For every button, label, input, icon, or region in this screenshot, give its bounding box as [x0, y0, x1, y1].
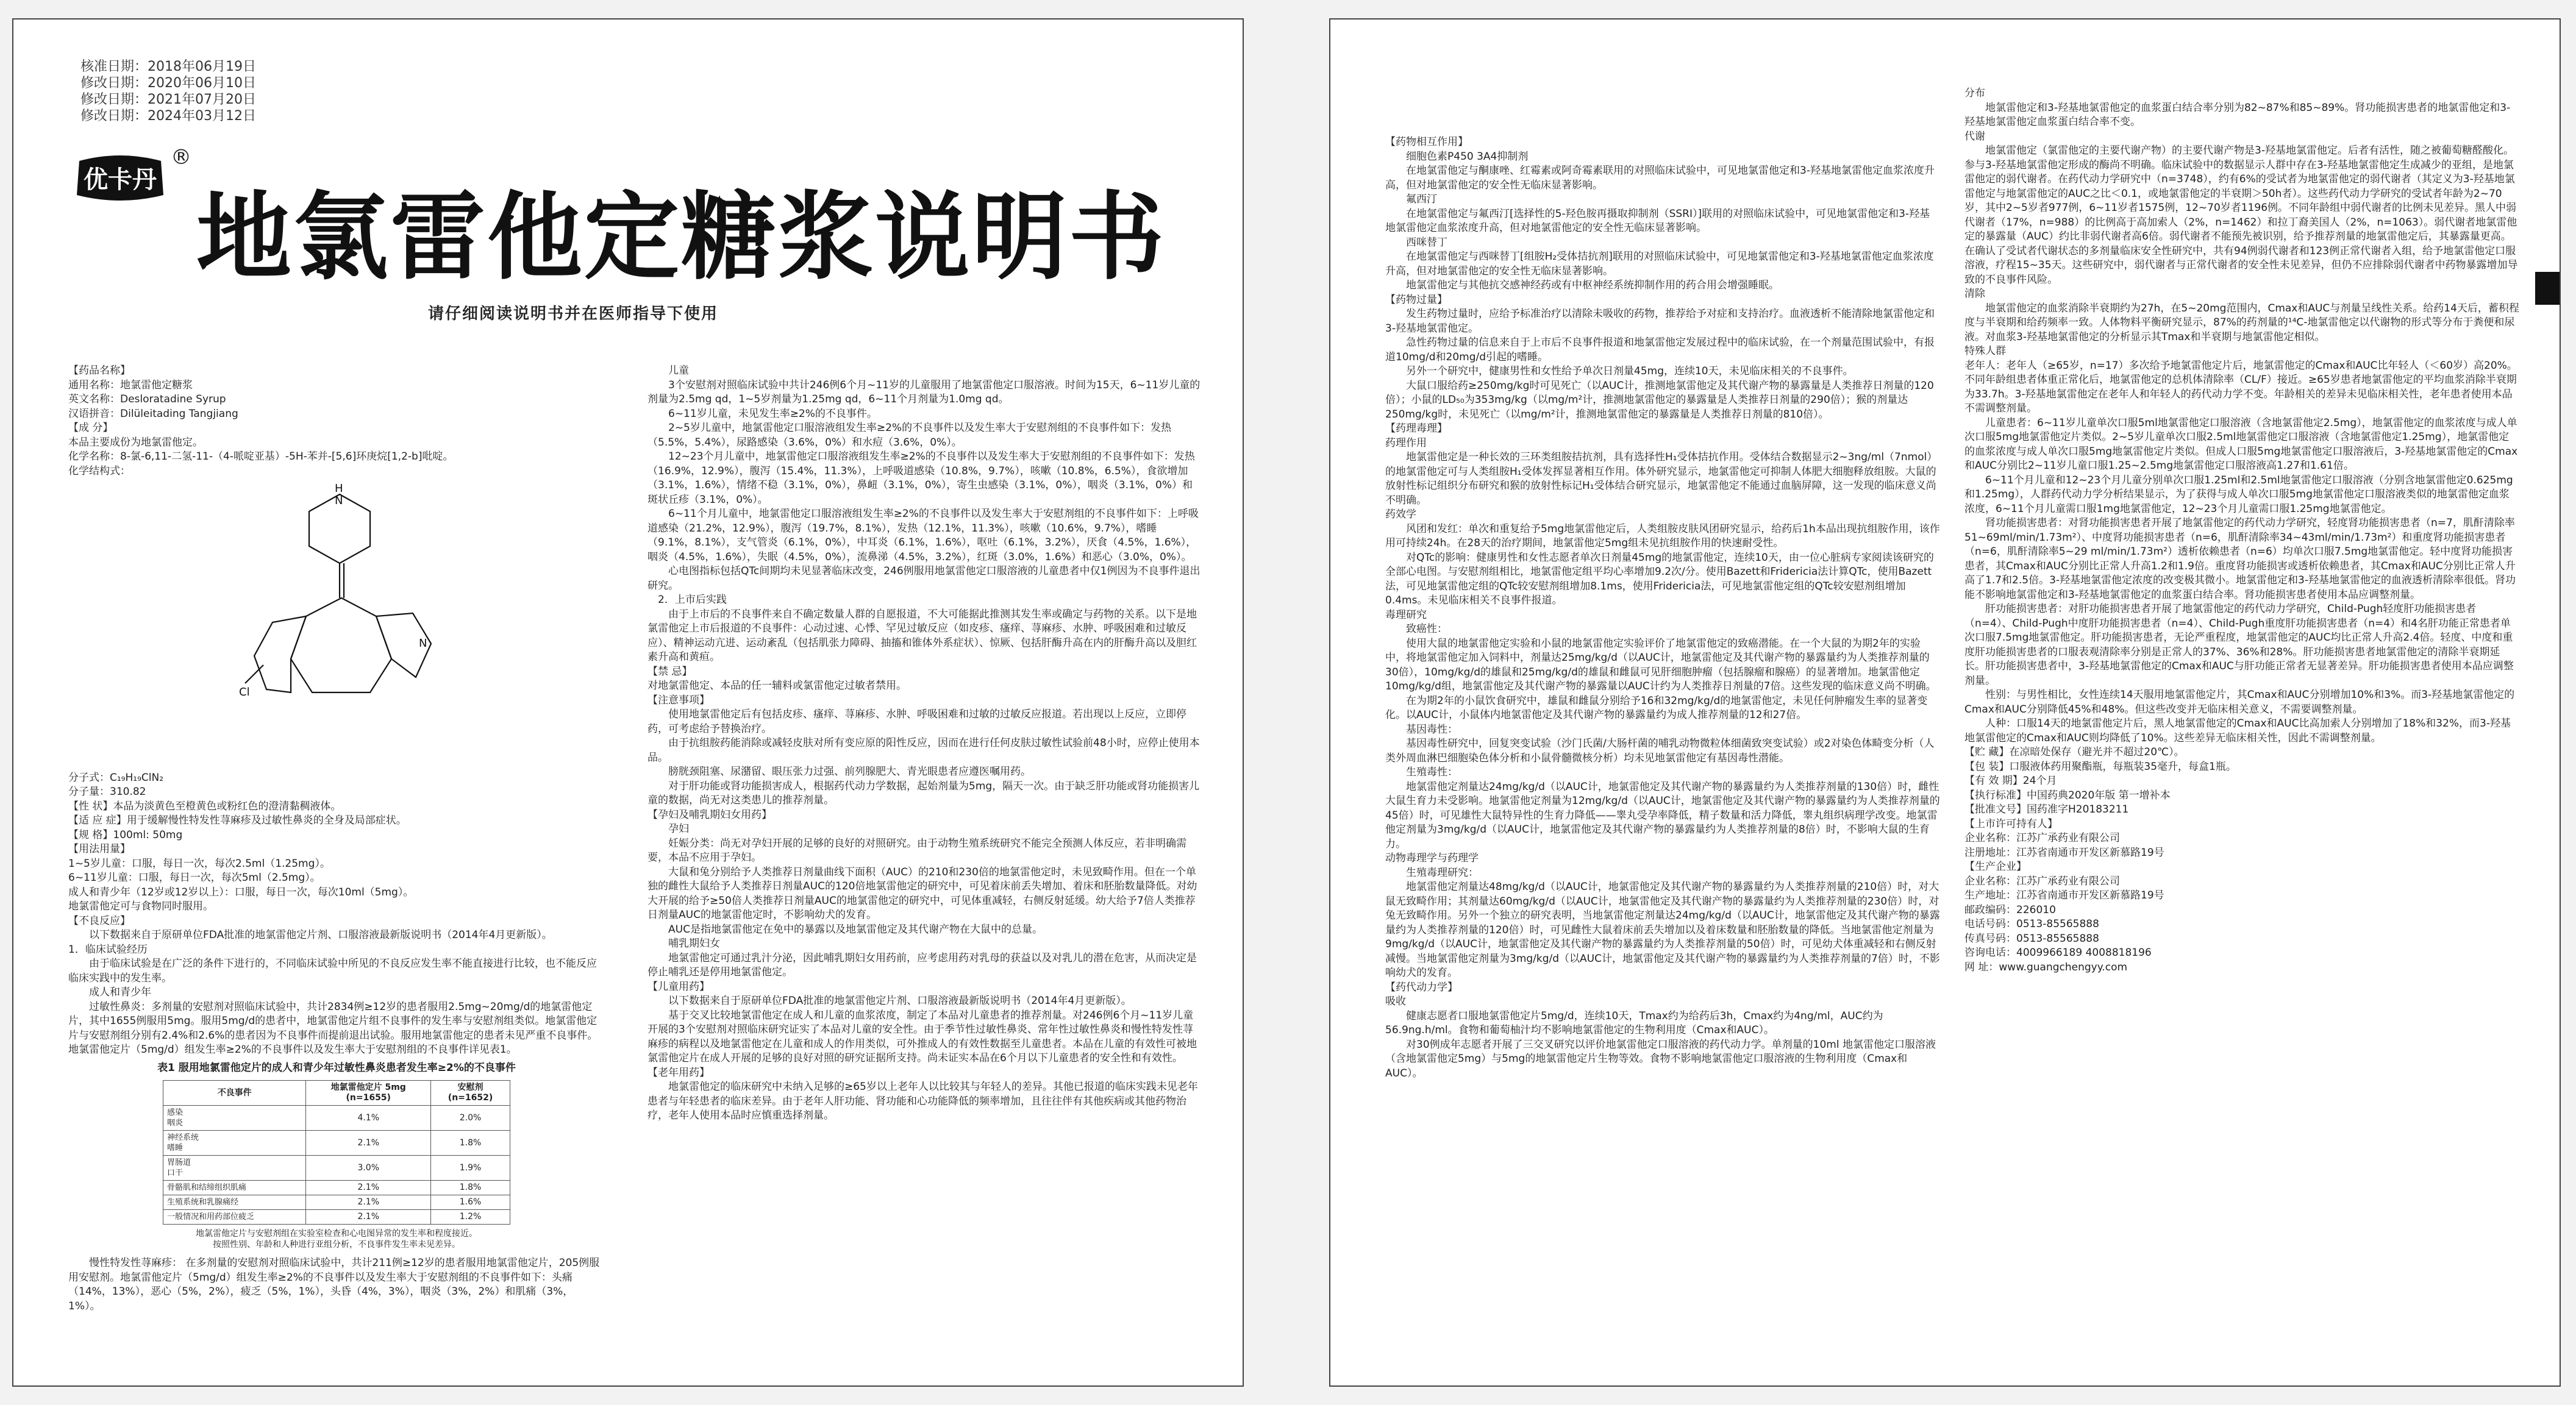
paragraph: 由于抗组胺药能消除或减轻皮肤对所有变应原的阳性反应，因而在进行任何皮肤过敏性试验前48小时，应停止使用本品。: [648, 737, 1200, 764]
table-row: [163, 1156, 510, 1181]
svg-text:N: N: [335, 494, 343, 507]
table-cell: 2.1%: [306, 1210, 431, 1225]
subsection-heading: 清除: [1964, 288, 1985, 300]
paragraph: 风团和发红：单次和重复给予5mg地氯雷他定后，人类组胺皮肤风团研究显示，给药后1h本品出现抗组胺作用，该作用可持续24h。在28天的治疗期间，地氯雷他定5mg组未见抗组胺作用的快速耐受性。: [1385, 522, 1940, 549]
revision-dates: 核准日期：2018年06月19日 修改日期：2020年06月10日 修改日期：2021年07月20日 修改日期：2024年03月12日: [80, 59, 256, 124]
text-line: 本品主要成份为地氯雷他定。: [68, 436, 203, 449]
table-cell: 1.2%: [431, 1210, 510, 1225]
table-cell: 感染 咽炎: [163, 1106, 306, 1131]
paragraph: 在地氯雷他定与氟西汀[选择性的5-羟色胺再摄取抑制剂（SSRI）]联用的对照临床试验中，可见地氯雷他定和3-羟基地氯雷他定血浆浓度升高，但对地氯雷他定的安全性无临床显著影响。: [1385, 207, 1930, 234]
table-cell: 生殖系统和乳腺痛经: [163, 1195, 306, 1210]
paragraph: 对QTc的影响：健康男性和女性志愿者单次日剂量45mg的地氯雷他定，连续10天，由一位心脏病专家阅读该研究的全部心电图。与安慰剂组相比，地氯雷他定组平均心率增加9.2次/分。使用Bazett和Fridericia法计算QTc，使用Bazett法，可见地氯雷他定组的QTc较安慰剂组增加8.1ms，使用Fridericia法，可见地氯雷他定组的QTc较安慰剂组增加0.4ms。未见临床相关不良事件报道。: [1385, 551, 1934, 606]
company-name: 企业名称：江苏广承药业有限公司: [1964, 832, 2120, 844]
section-heading: 【药物相互作用】: [1385, 136, 1468, 148]
section-heading: 【不良反应】: [68, 914, 130, 927]
section-heading: 【成 分】: [68, 422, 113, 434]
table-header-cell: 地氯雷他定片 5mg (n=1655): [306, 1081, 431, 1106]
paragraph: 地氯雷他定剂量达48mg/kg/d（以AUC计，地氯雷他定及其代谢产物的暴露量约为人类推荐剂量的210倍）时，对大鼠无致畸作用；其剂量达60mg/kg/d（以AUC计，地氯雷他定及其代谢产物的暴露量约为人类推荐剂量的230倍）时，对兔无致畸作用。另外一个独立的研究表明，当地氯雷他定剂量达24mg/kg/d（以AUC计，地氯雷他定及其代谢产物的暴露量约为人类推荐剂量的120倍）时，可见雌性大鼠着床前丢失增加以及着床数量和胚胎数量的降低。当地氯雷他定剂量为9mg/kg/d（以AUC计，地氯雷他定及其代谢产物的暴露量约为人类推荐剂量的50倍）时，可见幼犬体重减轻和右侧反射减慢。当地氯雷他定剂量为3mg/kg/d（以AUC计，地氯雷他定及其代谢产物的暴露量约为人类推荐剂量的7倍）时，不影响幼犬的发育。: [1385, 881, 1940, 979]
text-line: 1~5岁儿童：口服，每日一次，每次2.5ml（1.25mg）。: [68, 857, 330, 870]
paragraph: 2~5岁儿童中，地氯雷他定口服溶液组发生率≥2%的不良事件以及发生率大于安慰剂组的不良事件如下：发热（5.5%，5.4%），尿路感染（3.6%，0%）和水痘（3.6%，0%）。: [648, 422, 1172, 449]
adverse-events-table: [163, 1080, 510, 1225]
table-cell: 胃肠道 口干: [163, 1156, 306, 1181]
text-line: 英文名称：Desloratadine Syrup: [68, 393, 226, 405]
subsection-heading: 氟西汀: [1406, 193, 1437, 205]
table-cell: 一般情况和用药部位疲乏: [163, 1210, 306, 1225]
leaflet-page-right: [1329, 18, 2561, 1387]
table-row: [163, 1195, 510, 1210]
section-heading: 【药理毒理】: [1385, 422, 1447, 435]
document-subtitle: 请仔细阅读说明书并在医师指导下使用: [428, 305, 719, 323]
paragraph: 使用大鼠的地氯雷他定实验和小鼠的地氯雷他定实验评价了地氯雷他定的致癌潜能。在一个大鼠的为期2年的实验中，将地氯雷他定加入饲料中，剂量达25mg/kg/d（以AUC计，地氯雷他定及其代谢产物的暴露量约为人类推荐剂量的30倍），10mg/kg/d的雄鼠和25mg/kg/d的雄鼠和雌鼠可见肝细胞肿瘤（包括腺瘤和腺癌）的显著增加。地氯雷他定10mg/kg/d组，地氯雷他定及其代谢产物的暴露量以AUC计约为人类推荐日剂量的7倍。这些发现的临床意义尚不明确。: [1385, 637, 1936, 692]
table-cell: 1.6%: [431, 1195, 510, 1210]
table-cell: 2.0%: [431, 1106, 510, 1131]
leaflet-page-left: [12, 18, 1244, 1387]
table-cell: 4.1%: [306, 1106, 431, 1131]
table-row: [163, 1106, 510, 1131]
paragraph: 人种：口服14天的地氯雷他定片后，黑人地氯雷他定的Cmax和AUC比高加索人分别增加了18%和32%，而3-羟基地氯雷他定的Cmax和AUC则均降低了10%。这些差异无临床相关性，因此不需调整剂量。: [1964, 717, 2511, 744]
section-heading: 【老年用药】: [648, 1066, 710, 1079]
paragraph: 大鼠和兔分别给予人类推荐日剂量曲线下面积（AUC）的210和230倍的地氯雷他定时，未见致畸作用。但在一个单独的雌性大鼠给予人类推荐日剂量AUC的120倍地氯雷他定的研究中，可见着床前丢失增加、着床和胚胎数量降低。对幼大开展的给予≥50倍人类推荐日剂量AUC的地氯雷他定的研究中，可见体重减轻，右侧反射延缓。幼大给予7倍人类推荐日剂量AUC的地氯雷他定时，不影响幼犬的发育。: [648, 866, 1197, 921]
paragraph: 在地氯雷他定与西咪替丁[组胺H₂受体拮抗剂]联用的对照临床试验中，可见地氯雷他定和3-羟基地氯雷他定血浆浓度升高，但对地氯雷他定的安全性无临床显著影响。: [1385, 251, 1934, 277]
paragraph: 对30例成年志愿者开展了三交叉研究以评价地氯雷他定口服溶液的药代动力学。单剂量的10ml 地氯雷他定口服溶液（含地氯雷他定5mg）与5mg的地氯雷他定片生物等效。食物不影响地氯雷他定口服溶液的生物利用度（Cmax和AUC）。: [1385, 1038, 1936, 1080]
page1-left-column: [68, 364, 605, 1379]
paragraph: 12~23个月儿童中，地氯雷他定口服溶液组发生率≥2%的不良事件以及发生率大于安慰剂组的不良事件如下：发热（16.9%，12.9%），腹泻（15.4%，11.3%），上呼吸道感染（10.8%，9.7%），咳嗽（10.8%，6.5%），食欲增加（3.1%，1.6%），情绪不稳（3.1%，0%），鼻衄（3.1%，0%），寄生虫感染（3.1%，0%），咽炎（3.1%，0%）和斑状丘疹（3.1%，0%）。: [648, 450, 1195, 506]
section-heading: 【注意事项】: [648, 694, 710, 706]
text-line: 地氯雷他定可与食物同时服用。: [68, 900, 213, 912]
paragraph: 6~11岁儿童，未见发生率≥2%的不良事件。: [668, 407, 877, 420]
subsection-heading: 特殊人群: [1964, 345, 2006, 357]
table-cell: 2.1%: [306, 1195, 431, 1210]
paragraph: 在为期2年的小鼠饮食研究中，雄鼠和雌鼠分别给予16和32mg/kg/d的地氯雷他定，未见任何肿瘤发生率的显著变化。以AUC计，小鼠体内地氯雷他定及其代谢产物的暴露量约为成人推荐剂量的12和27倍。: [1385, 694, 1928, 721]
brand-logo: [74, 152, 166, 204]
page2-right-column: [1964, 87, 2519, 1379]
table-title: 表1 服用地氯雷他定片的成人和青少年过敏性鼻炎患者发生率≥2%的不良事件: [157, 1061, 516, 1074]
subsection-heading: 细胞色素P450 3A4抑制剂: [1406, 150, 1529, 163]
paragraph: 儿童患者：6~11岁儿童单次口服5ml地氯雷他定口服溶液（含地氯雷他定2.5mg），地氯雷他定的血浆浓度与成人单次口服5mg地氯雷他定片类似。2~5岁儿童单次口服2.5ml地氯雷他定口服溶液（含地氯雷他定1.25mg），地氯雷他定的血浆浓度与成人单次口服5mg地氯雷他定片类似。但成人口服5mg地氯雷他定口服溶液后，3-羟基地氯雷他定的Cmax和AUC分别比2~11岁儿童口服1.25~2.5mg地氯雷他定口服溶液高1.27和1.61倍。: [1964, 416, 2518, 472]
text-line: 成人和青少年: [89, 986, 151, 998]
fax-number: 传真号码：0513-85565888: [1964, 932, 2099, 945]
text-line: 分子量：310.82: [68, 786, 146, 798]
paragraph: 大鼠口服给药≥250mg/kg时可见死亡（以AUC计，推测地氯雷他定及其代谢产物的暴露量是人类推荐日剂量的120倍）；小鼠的LD₅₀为353mg/kg（以mg/m²计，推测地氯雷他定的暴露量是人类推荐日剂量的290倍）；猴的剂量达250mg/kg时，未见死亡（以mg/m²计，推测地氯雷他定的暴露量是人类推荐日剂量的810倍）。: [1385, 379, 1934, 421]
paragraph: 膀胱颈阻塞、尿潴留、眼压张力过强、前列腺肥大、青光眼患者应遵医嘱用药。: [668, 766, 1031, 778]
subsection-heading: 儿童: [668, 365, 689, 377]
subsection-heading: 药理作用: [1385, 436, 1427, 449]
subsection-heading: 哺乳期妇女: [668, 937, 720, 950]
table-cell: 1.9%: [431, 1156, 510, 1181]
chemical-structure-diagram: [239, 482, 440, 763]
text-line: 化学名称：8-氯-6,11-二氢-11-（4-哌啶亚基）-5H-苯并-[5,6]环庚烷[1,2-b]吡啶。: [68, 450, 454, 463]
postal-code: 邮政编码：226010: [1964, 903, 2056, 916]
paragraph: 由于上市后的不良事件来自不确定数量人群的自愿报道，不大可能据此推测其发生率或确定与药物的关系。以下是地氯雷他定上市后报道的不良事件：心动过速、心悸、罕见过敏反应（如皮疹、瘙痒、荨麻疹、水肿、呼吸困难和过敏反应）、精神运动亢进、运动紊乱（包括肌张力障碍、抽搐和锥体外系症状）、惊厥、包括肝酶升高在内的肝酶升高以及胆红素升高和黄疸。: [648, 608, 1197, 663]
table-cell: 1.8%: [431, 1131, 510, 1156]
paragraph: 对于肝功能或肾功能损害成人，根据药代动力学数据，起始剂量为5mg，隔天一次。由于缺乏肝功能或肾功能损害儿童的数据，尚无对这类患儿的推荐剂量。: [648, 780, 1200, 806]
paragraph: 3个安慰剂对照临床试验中共计246例6个月~11岁的儿童服用了地氯雷他定口服溶液。时间为15天，6~11岁儿童的剂量为2.5mg qd，1~5岁剂量为1.25mg qd，6~11个月剂量为1.0mg qd。: [648, 379, 1201, 405]
text-line: 【适 应 症】用于缓解慢性特发性荨麻疹及过敏性鼻炎的全身及局部症状。: [68, 814, 407, 827]
table-header-cell: 安慰剂 (n=1652): [431, 1081, 510, 1106]
table-cell: 骨骼肌和结缔组织肌痛: [163, 1181, 306, 1195]
paragraph: 以下数据来自于原研单位FDA批准的地氯雷他定片剂、口服溶液最新版说明书（2014年4月更新版）。: [668, 995, 1132, 1007]
text-line: 成人和青少年（12岁或12岁以上）：口服，每日一次，每次10ml（5mg）。: [68, 886, 414, 898]
paragraph: 地氯雷他定（氯雷他定的主要代谢产物）的主要代谢产物是3-羟基地氯雷他定。后者有活性，随之被葡萄糖醛酸化。参与3-羟基地氯雷他定形成的酶尚不明确。临床试验中的数据显示人群中存在3-羟基地氯雷他定生成减少的亚组，是地氯雷他定的弱代谢者。在药代动力学研究中（n=3748），约有6%的受试者为地氯雷他定的弱代谢者（其定义为3-羟基地氯雷他定与地氯雷他定的AUC之比＜0.1，或地氯雷他定的半衰期＞50h者）。这些药代动力学研究的受试者年龄为2~70岁，其中2~5岁者977例，6~11岁者1575例，12~70岁者1196例。不同年龄组中弱代谢者的比例未见差异。黑人中弱代谢者（17%，n=988）的比例高于高加索人（2%，n=1462）和拉丁裔美国人（2%，n=1063）。弱代谢者地氯雷他定的暴露量（AUC）约比非弱代谢者高6倍。弱代谢者不能预先被识别，给予推荐剂量的地氯雷他定后，其暴露量更高。在确认了受试者代谢状态的多剂量临床安全性研究中，共有94例弱代谢者和123例正常代谢者入组，给予地氯雷他定口服溶液，疗程15~35天。这些研究中，弱代谢者与正常代谢者的安全性未见差异，但仍不应排除弱代谢者中药物暴露增加导致的不良事件风险。: [1964, 144, 2518, 286]
table-footnote: 地氯雷他定片与安慰剂组在实验室检查和心电图异常的发生率和程度接近。 按照性别、年龄和人种进行亚组分析，不良事件发生率未见差异。: [196, 1229, 477, 1250]
text-line: 汉语拼音：Dilüleitading Tangjiang: [68, 407, 238, 420]
paragraph: 心电图指标包括QTc间期均未见显著临床改变，246例服用地氯雷他定口服溶液的儿童患者中仅1例因为不良事件退出研究。: [648, 565, 1201, 592]
page1-right-column: [648, 364, 1202, 1379]
paragraph: 老年人：老年人（≥65岁，n=17）多次给予地氯雷他定片后，地氯雷他定的Cmax和AUC比年轻人（＜60岁）高20%。不同年龄组患者体重正常化后，地氯雷他定的总机体清除率（CL/F）接近。≥65岁患者地氯雷他定的平均血浆消除半衰期为33.7h。3-羟基地氯雷他定在老年人和年轻人的药代动力学不变。年龄相关的差异未见临床相关性，老年患者使用本品不需调整剂量。: [1964, 359, 2517, 414]
table-header-row: [163, 1081, 510, 1106]
paragraph: 地氯雷他定是一种长效的三环类组胺拮抗剂，具有选择性H₁受体拮抗作用。受体结合数据显示2~3ng/ml（7nmol）的地氯雷他定可与人类组胺H₁受体发挥显著相互作用。体外研究显示，地氯雷他定可抑制人体肥大细胞释放组胺。大鼠的放射性标记组织分布研究和猴的放射性标记H₁受体结合研究显示，地氯雷他定不能通过血脑屏障，这一发现的临床意义尚不明确。: [1385, 451, 1938, 507]
subsection-heading: 致癌性：: [1406, 623, 1447, 635]
section-heading: 【药品名称】: [68, 365, 130, 377]
paragraph: 肝功能损害患者：对肝功能损害患者开展了地氯雷他定的药代动力学研究，Child-Pugh轻度肝功能损害患者（n=4）、Child-Pugh中度肝功能损害患者（n=4）、Child-Pugh重度肝功能损害患者（n=4）和4名肝功能正常患者单次口服7.5mg地氯雷他定。肝功能损害患者，无论严重程度，地氯雷他定的AUC均比正常人升高2.4倍。轻度、中度和重度肝功能损害患者的口服表观清除率分别是正常人的37%、36%和28%。肝功能损害患者地氯雷他定的清除半衰期延长。肝功能损害患者中，3-羟基地氯雷他定的Cmax和AUC与肝功能正常者无显著差异。肝功能损害患者使用本品应调整剂量。: [1964, 603, 2514, 687]
brand-name: 优卡丹: [84, 166, 157, 194]
table-cell: 2.1%: [306, 1131, 431, 1156]
paragraph: 急性药物过量的信息来自于上市后不良事件报道和地氯雷他定发展过程中的临床试验，在一个剂量范围试验中，有报道10mg/d和20mg/d引起的嗜睡。: [1385, 336, 1935, 363]
text-line: 分子式：C₁₉H₁₉ClN₂: [68, 771, 164, 784]
storage-line: 【贮 藏】在凉暗处保存（避光并不超过20℃）。: [1964, 746, 2185, 758]
section-heading: 【药代动力学】: [1385, 981, 1458, 994]
table-cell: 1.8%: [431, 1181, 510, 1195]
paragraph: 地氯雷他定的临床研究中未纳入足够的≥65岁以上老年人以比较其与年轻人的差异。其他已报道的临床实践未见老年患者与年轻患者的临床差异。由于老年人肝功能、肾功能和心功能降低的频率增加，且往往伴有其他疾病或其他药物治疗，老年人使用本品时应慎重选择剂量。: [648, 1081, 1198, 1122]
subsection-heading: 分布: [1964, 87, 1985, 99]
paragraph: 地氯雷他定可通过乳汁分泌，因此哺乳期妇女用药前，应考虑用药对乳母的获益以及对乳儿的潜在危害，从而决定是停止哺乳还是停用地氯雷他定。: [648, 951, 1197, 978]
shelf-life-line: 【有 效 期】24个月: [1964, 775, 2057, 787]
website: 网 址：www.guangchengyy.com: [1964, 961, 2128, 973]
svg-text:Cl: Cl: [239, 686, 250, 699]
paragraph: 6~11个月儿童和12~23个月儿童分别单次口服1.25ml和2.5ml地氯雷他定口服溶液（分别含地氯雷他定0.625mg和1.25mg），人群药代动力学分析结果显示，为了获得与成人单次口服5mg地氯雷他定口服溶液类似的地氯雷他定血浆浓度，6~11个月儿童需口服1mg地氯雷他定，12~23个月儿童需口服1.25mg地氯雷他定。: [1964, 474, 2513, 515]
table-cell: 3.0%: [306, 1156, 431, 1181]
registered-mark: ®: [171, 145, 191, 169]
subsection-heading: 生殖毒理研究：: [1406, 866, 1479, 879]
phone-number: 电话号码：0513-85565888: [1964, 918, 2099, 930]
approval-number-line: 【批准文号】国药准字H20183211: [1964, 803, 2129, 816]
section-heading: 【用法用量】: [68, 843, 130, 855]
subsection-heading: 动物毒理学与药理学: [1385, 852, 1479, 864]
paragraph: 由于临床试验是在广泛的条件下进行的，不同临床试验中所见的不良反应发生率不能直接进行比较，也不能反应临床实践中的发生率。: [68, 958, 597, 984]
subsection-heading: 西咪替丁: [1406, 236, 1447, 249]
table-cell: 神经系统 嗜睡: [163, 1131, 306, 1156]
table-cell: 2.1%: [306, 1181, 431, 1195]
production-address: 生产地址：江苏省南通市开发区新慕路19号: [1964, 889, 2164, 902]
paragraph: 健康志愿者口服地氯雷他定片5mg/d，连续10天，Tmax约为给药后3h，Cmax约为4ng/ml，AUC约为56.9ng.h/ml。食物和葡萄柚汁均不影响地氯雷他定的生物利用度（Cmax和AUC）。: [1385, 1009, 1883, 1036]
subsection-heading: 2．上市后实践: [658, 594, 727, 606]
paragraph: 6~11个月儿童中，地氯雷他定口服溶液组发生率≥2%的不良事件以及发生率大于安慰剂组的不良事件如下：上呼吸道感染（21.2%，12.9%），腹泻（19.7%，8.1%），发热（12.1%，11.3%），咳嗽（10.6%，9.7%），嗜睡（9.1%，8.1%），支气管炎（6.1%，0%），中耳炎（6.1%，1.6%），呕吐（6.1%，3.2%），厌食（4.5%，1.6%），咽炎（4.5%，1.6%），失眠（4.5%，0%），流鼻涕（4.5%，3.2%），红斑（3.0%，1.6%）和恶心（3.0%，0%）。: [648, 508, 1199, 563]
page2-left-column: [1385, 135, 1940, 1379]
paragraph: 以下数据来自于原研单位FDA批准的地氯雷他定片剂、口服溶液最新版说明书（2014年4月更新版）。: [89, 929, 552, 941]
paragraph: 在地氯雷他定与酮康唑、红霉素或阿奇霉素联用的对照临床试验中，可见地氯雷他定和3-羟基地氯雷他定血浆浓度升高，但对地氯雷他定的安全性无临床显著影响。: [1385, 165, 1935, 191]
hotline-number: 咨询电话：4009966189 4008818196: [1964, 947, 2152, 959]
paragraph: 肾功能损害患者：对肾功能损害患者开展了地氯雷他定的药代动力学研究，轻度肾功能损害患者（n=7，肌酐清除率51~69ml/min/1.73m²）、中度肾功能损害患者（n=6，肌酐清除率34~43ml/min/1.73m²）和重度肾功能损害患者（n=6，肌酐清除率5~29 ml/min/1.73m²）透析依赖患者（n=6）均单次口服7.5mg地氯雷他定。轻中度肾功能损害患者，其Cmax和AUC分别比正常人升高1.2和1.9倍。重度肾功能损害或透析依赖患者，其Cmax和AUC分别比正常人升高了1.7和2.5倍。3-羟基地氯雷他定浓度的改变极其微小。地氯雷他定和3-羟基地氯雷他定的血液透析清除率很低。肾功能不影响地氯雷他定和3-羟基地氯雷他定的血浆蛋白结合率。肾功能损害患者使用本品应调整剂量。: [1964, 517, 2516, 601]
paragraph: 妊娠分类：尚无对孕妇开展的足够的良好的对照研究。由于动物生殖系统研究不能完全预测人体反应，若非明确需要，本品不应用于孕妇。: [648, 837, 1186, 864]
svg-text:N: N: [419, 637, 427, 650]
manufacturer-name: 企业名称：江苏广承药业有限公司: [1964, 875, 2120, 887]
subsection-heading: 生殖毒性：: [1406, 766, 1458, 778]
text-line: 1．临床试验经历: [68, 943, 148, 956]
paragraph: 慢性特发性荨麻疹： 在多剂量的安慰剂对照临床试验中，共计211例≥12岁的患者服用地氯雷他定片，205例服用安慰剂。地氯雷他定片（5mg/d）组发生率≥2%的不良事件以及发生率大于安慰剂组的不良事件如下：头痛（14%，13%），恶心（5%，2%），疲乏（5%，1%），头昏（4%，3%），咽炎（3%，2%）和肌痛（3%，1%）。: [68, 1257, 600, 1312]
subsection-heading: 代谢: [1964, 130, 1985, 143]
text-line: 化学结构式：: [68, 464, 130, 477]
paragraph: 地氯雷他定和3-羟基地氯雷他定的血浆蛋白结合率分别为82~87%和85~89%。肾功能损害患者的地氯雷他定和3-羟基地氯雷他定血浆蛋白结合率不变。: [1964, 101, 2511, 128]
table-header-cell: 不良事件: [163, 1081, 306, 1106]
table-row: [163, 1131, 510, 1156]
subsection-heading: 毒理研究: [1385, 608, 1427, 621]
paragraph: 对地氯雷他定、本品的任一辅料或氯雷他定过敏者禁用。: [648, 680, 907, 692]
paragraph: 性别：与男性相比，女性连续14天服用地氯雷他定片，其Cmax和AUC分别增加10%和3%。而3-羟基地氯雷他定的Cmax和AUC分别降低45%和48%。但这些改变并无临床相关意义，不需要调整剂量。: [1964, 689, 2515, 716]
svg-text:H: H: [335, 482, 343, 495]
text-line: 【规 格】100ml: 50mg: [68, 828, 183, 841]
document-title: 地氯雷他定糖浆说明书: [196, 182, 1166, 293]
section-heading: 【药物过量】: [1385, 293, 1447, 306]
paragraph: AUC是指地氯雷他定在免中的暴露以及地氯雷他定及其代谢产物在大鼠中的总量。: [668, 923, 1043, 936]
table-row: [163, 1210, 510, 1225]
subsection-heading: 孕妇: [668, 823, 689, 835]
paragraph: 另外一个研究中，健康男性和女性给予单次日剂量45mg，连续10天，未见临床相关的不良事件。: [1406, 365, 1854, 377]
subsection-heading: 吸收: [1385, 995, 1406, 1008]
text-line: 【性 状】本品为淡黄色至橙黄色或粉红色的澄清黏稠液体。: [68, 800, 341, 813]
subsection-heading: 基因毒性：: [1406, 723, 1458, 736]
section-heading: 【禁 忌】: [648, 665, 693, 678]
package-line: 【包 装】口服液体药用聚酯瓶，每瓶装35毫升，每盒1瓶。: [1964, 760, 2236, 773]
registered-address: 注册地址：江苏省南通市开发区新慕路19号: [1964, 846, 2164, 859]
paragraph: 地氯雷他定剂量达24mg/kg/d（以AUC计，地氯雷他定及其代谢产物的暴露量约为人类推荐剂量的130倍）时，雌性大鼠生育力未受影响。地氯雷他定剂量为12mg/kg/d（以AUC计，地氯雷他定及其代谢产物的暴露量约为人类推荐剂量的45倍）时，可见雄性大鼠特异性的生育力降低——睾丸受孕率降低，精子数量和活力降低，睾丸组织病理学改变。地氯雷他定剂量为3mg/kg/d（以AUC计，地氯雷他定及其代谢产物的暴露量约为人类推荐剂量的8倍）时，不影响大鼠的生育力。: [1385, 780, 1940, 850]
paragraph: 过敏性鼻炎：多剂量的安慰剂对照临床试验中，共计2834例≥12岁的患者服用2.5mg~20mg/d的地氯雷他定片，其中1655例服用5mg。服用5mg/d的患者中，地氯雷他定片组不良事件的发生率与安慰剂组类似。地氯雷他定片与安慰剂组分别有2.4%和2.6%的患者因为不良事件而提前退出试验。服用地氯雷他定的患者未见严重不良事件。地氯雷他定片（5mg/d）组发生率≥2%的不良事件以及发生率大于安慰剂组的不良事件详见表1。: [68, 1000, 598, 1056]
paragraph: 地氯雷他定与其他抗交感神经药或有中枢神经系统抑制作用的药合用会增强睡眠。: [1406, 279, 1779, 291]
section-heading: 【儿童用药】: [648, 980, 710, 993]
subsection-heading: 药效学: [1385, 508, 1416, 521]
text-line: 6~11岁儿童：口服，每日一次，每次5ml（2.5mg）。: [68, 872, 321, 884]
table-row: [163, 1181, 510, 1195]
section-heading: 【上市许可持有人】: [1964, 817, 2058, 830]
paragraph: 地氯雷他定的血浆消除半衰期约为27h，在5~20mg范围内，Cmax和AUC与剂量呈线性关系。给药14天后，蓄积程度与半衰期和给药频率一致。人体物料平衡研究显示，87%的药剂量的¹⁴C-地氯雷他定以代谢物的形式等分布于粪便和尿液。对血浆3-羟基地氯雷他定的分析显示其Tmax和半衰期与地氯雷他定相似。: [1964, 302, 2519, 343]
paragraph: 发生药物过量时，应给予标准治疗以清除未吸收的药物，推荐给予对症和支持治疗。血液透析不能清除地氯雷他定和3-羟基地氯雷他定。: [1385, 308, 1935, 335]
paragraph: 基于交叉比较地氯雷他定在成人和儿童的血浆浓度，制定了本品对儿童患者的推荐剂量。对246例6个月~11岁儿童开展的3个安慰剂对照临床研究证实了本品对儿童的安全性。由于季节性过敏性鼻炎、常年性过敏性鼻炎和慢性特发性荨麻疹的病程以及地氯雷他定在儿童和成人的作用类似，可外推成人的有效性数据至儿童患者。本品在儿童的有效性可被地氯雷他定片在成人开展的足够的良好对照的研究证据所支持。尚未证实本品在6个月以下儿童患者的安全性和有效性。: [648, 1009, 1197, 1064]
text-line: 通用名称：地氯雷他定糖浆: [68, 379, 193, 391]
edge-registration-mark: [2535, 272, 2560, 305]
standard-line: 【执行标准】中国药典2020年版 第一增补本: [1964, 789, 2171, 802]
paragraph: 使用地氯雷他定后有包括皮疹、瘙痒、荨麻疹、水肿、呼吸困难和过敏的过敏反应报道。若出现以上反应，立即停药，可考虑给予替换治疗。: [648, 708, 1186, 735]
section-heading: 【孕妇及哺乳期妇女用药】: [648, 808, 772, 821]
section-heading: 【生产企业】: [1964, 861, 2027, 873]
paragraph: 基因毒性研究中，回复突变试验（沙门氏菌/大肠杆菌的哺乳动物微粒体细菌致突变试验）或2对染色体畸变分析（人类外周血淋巴细胞染色体分析和小鼠骨髓微核分析）均未见地氯雷他定有基因毒性潜能。: [1385, 738, 1935, 764]
